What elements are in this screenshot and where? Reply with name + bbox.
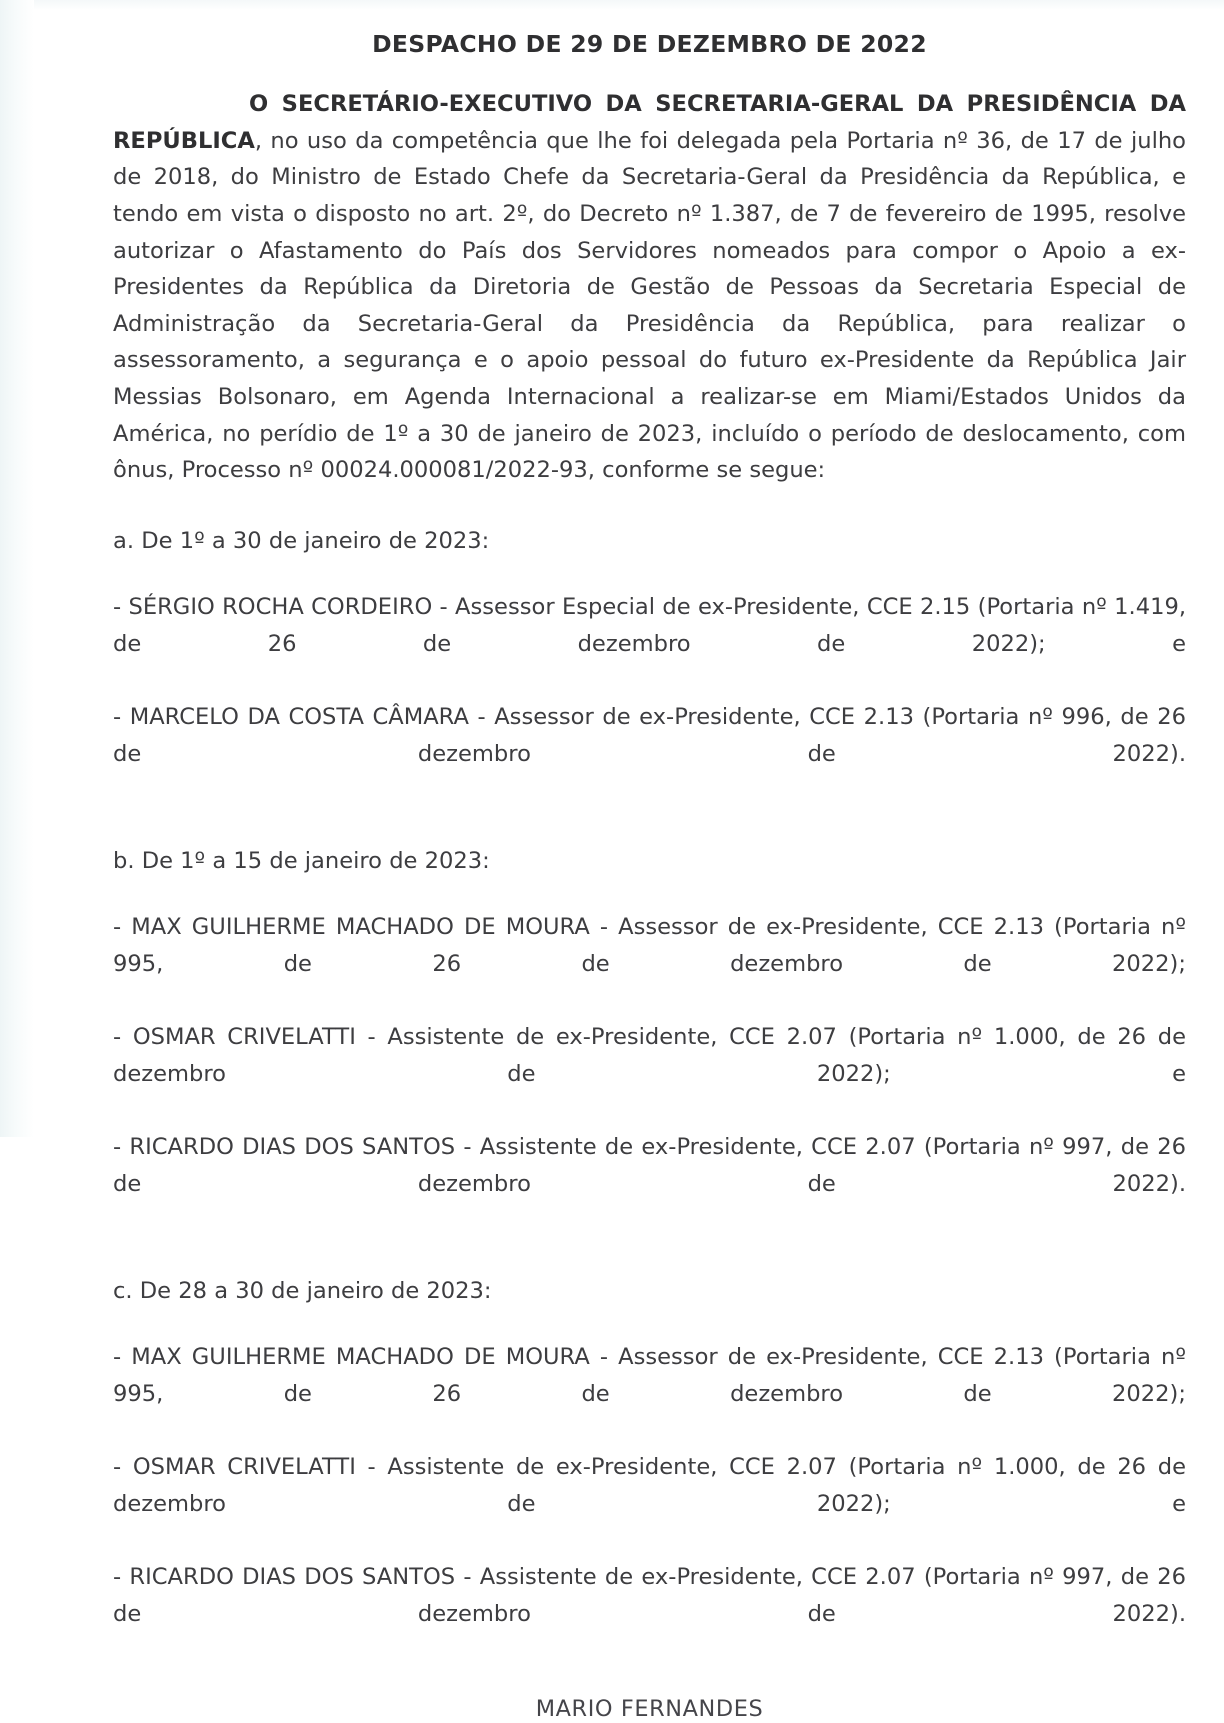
section-c-entry-1: - MAX GUILHERME MACHADO DE MOURA - Assessor de ex-Presidente, CCE 2.13 (Portaria nº 995, de 26 de dezembro de 2022); [113,1344,1186,1407]
section-b-entry-3: - RICARDO DIAS DOS SANTOS - Assistente de ex-Presidente, CCE 2.07 (Portaria nº 997, de 26 de dezembro de 2022). [113,1134,1186,1197]
preamble-body-text: , no uso da competência que lhe foi delegada pela Portaria nº 36, de 17 de julho de 2018, do Ministro de Estado Chefe da Secretaria-Geral da Presidência da República, e tendo em vista o disposto no art. 2º, do Decreto nº 1.387, de 7 de fevereiro de 1995, resolve autorizar o Afastamento do País dos Servidores nomeados para compor o Apoio a ex-Presidentes da República da Diretoria de Gestão de Pessoas da Secretaria Especial de Administração da Secretaria-Geral da Presidência da República, para realizar o assessoramento, a segurança e o apoio pessoal do futuro ex-Presidente da República Jair Messias Bolsonaro, em Agenda Internacional a realizar-se em Miami/Estados Unidos da América, no perídio de 1º a 30 de janeiro de 2023, incluído o período de deslocamento, com ônus, Processo nº 00024.000081/2022-93, conforme se segue: [113,127,1186,484]
section-c-entry-2: - OSMAR CRIVELATTI - Assistente de ex-Presidente, CCE 2.07 (Portaria nº 1.000, de 26 de dezembro de 2022); e [113,1454,1186,1517]
signature-name: MARIO FERNANDES [535,1695,764,1722]
preamble-paragraph [113,86,1186,489]
section-b-heading: b. De 1º a 15 de janeiro de 2023: [113,847,490,874]
preamble-lead-authority: O SECRETÁRIO-EXECUTIVO DA SECRETARIA-GERAL DA PRESIDÊNCIA DA REPÚBLICA [113,91,1186,154]
section-a-entry-1: - SÉRGIO ROCHA CORDEIRO - Assessor Especial de ex-Presidente, CCE 2.15 (Portaria nº 1.419, de 26 de dezembro de 2022); e [113,594,1186,657]
section-b-entry-2: - OSMAR CRIVELATTI - Assistente de ex-Presidente, CCE 2.07 (Portaria nº 1.000, de 26 de dezembro de 2022); e [113,1024,1186,1087]
section-c [113,1273,1186,1669]
section-a-entry-2: - MARCELO DA COSTA CÂMARA - Assessor de ex-Presidente, CCE 2.13 (Portaria nº 996, de 26 de dezembro de 2022). [113,704,1186,767]
section-a-heading: a. De 1º a 30 de janeiro de 2023: [113,527,490,554]
section-a [113,523,1186,809]
document-title: DESPACHO DE 29 DE DEZEMBRO DE 2022 [372,30,927,58]
section-b-entry-1: - MAX GUILHERME MACHADO DE MOURA - Assessor de ex-Presidente, CCE 2.13 (Portaria nº 995, de 26 de dezembro de 2022); [113,914,1186,978]
section-c-heading: c. De 28 a 30 de janeiro de 2023: [113,1277,492,1304]
document-content [113,30,1186,1723]
section-c-entry-3: - RICARDO DIAS DOS SANTOS - Assistente de ex-Presidente, CCE 2.07 (Portaria nº 997, de 26 de dezembro de 2022). [113,1563,1186,1627]
section-b [113,843,1186,1239]
